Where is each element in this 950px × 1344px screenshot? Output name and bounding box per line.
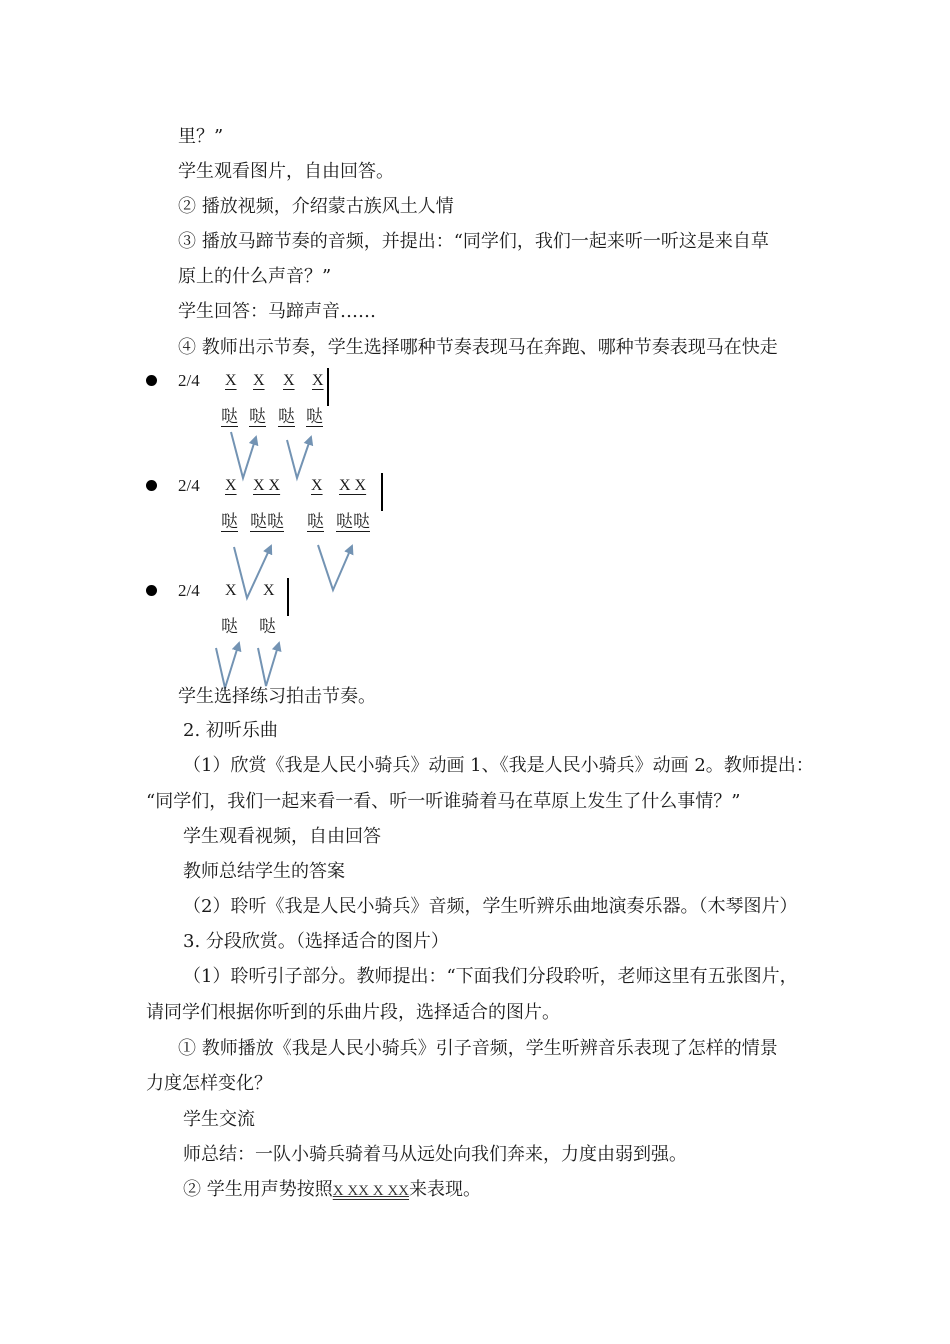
text-line: ① 教师播放《我是人民小骑兵》引子音频，学生听辨音乐表现了怎样的情景: [178, 1038, 778, 1059]
text-line: [183, 1179, 481, 1202]
rhythm-note: X: [225, 477, 237, 494]
section-heading: 3. 分段欣赏。（选择适合的图片）: [183, 931, 449, 952]
text-segment: ② 学生用声势按照: [183, 1179, 333, 1200]
rhythm-note: X: [311, 477, 323, 494]
text-line: 学生回答：马蹄声音……: [178, 301, 376, 322]
arrow-icon: [216, 643, 239, 688]
text-line: 师总结：一队小骑兵骑着马从远处向我们奔来，力度由弱到强。: [183, 1144, 687, 1165]
rhythm-syllable: 哒: [307, 512, 324, 532]
text-line: “同学们，我们一起来看一看、听一听谁骑着马在草原上发生了什么事情？”: [146, 791, 741, 812]
text-line: ④ 教师出示节奏，学生选择哪种节奏表现马在奔跑、哪种节奏表现马在快走: [178, 337, 778, 358]
rhythm-syllable: 哒: [249, 407, 266, 427]
rhythm-syllable: 哒: [221, 512, 238, 532]
text-line: 学生选择练习拍击节奏。: [178, 686, 376, 707]
rhythm-note: X: [263, 582, 275, 599]
rhythm-syllable: 哒: [221, 407, 238, 427]
rhythm-note: X: [253, 372, 265, 389]
rhythm-syllable: 哒: [221, 617, 238, 637]
time-signature: 2/4: [178, 371, 200, 390]
rhythm-note: X X: [253, 477, 281, 494]
text-line: 力度怎样变化？: [146, 1073, 272, 1094]
rhythm-syllable: 哒: [259, 617, 276, 637]
text-line: 请同学们根据你听到的乐曲片段，选择适合的图片。: [146, 1002, 560, 1023]
rhythm-syllable: 哒哒: [336, 512, 370, 532]
text-line: 学生观看视频，自由回答: [183, 826, 381, 847]
text-line: 学生观看图片，自由回答。: [178, 161, 394, 182]
rhythm-note: X: [225, 582, 237, 599]
text-line: （2）聆听《我是人民小骑兵》音频，学生听辨乐曲地演奏乐器。（木琴图片）: [183, 896, 798, 917]
time-signature: 2/4: [178, 581, 200, 600]
rhythm-note: X: [283, 372, 295, 389]
text-line: 里？”: [178, 126, 224, 147]
rhythm-syllable: 哒: [306, 407, 323, 427]
arrow-icon: [258, 643, 279, 686]
rhythm-note: X: [312, 372, 324, 389]
text-line: 学生交流: [183, 1109, 255, 1130]
arrow-icon: [231, 432, 256, 478]
text-line: （1）欣赏《我是人民小骑兵》动画 1、《我是人民小骑兵》动画 2。教师提出：: [183, 755, 814, 776]
rhythm-syllable: 哒哒: [250, 512, 284, 532]
text-line: （1）聆听引子部分。教师提出：“下面我们分段聆听，老师这里有五张图片，: [183, 966, 798, 987]
arrow-icon: [318, 545, 352, 590]
arrow-icon: [287, 437, 311, 478]
arrow-icon: [234, 546, 271, 598]
inline-rhythm: X XX X XX: [332, 1183, 409, 1199]
text-line: ② 播放视频，介绍蒙古族风土人情: [178, 196, 454, 217]
text-line: ③ 播放马蹄节奏的音频，并提出：“同学们，我们一起来听一听这是来自草: [178, 231, 769, 252]
time-signature: 2/4: [178, 476, 200, 495]
text-line: 原上的什么声音？”: [178, 266, 332, 287]
rhythm-note: X X: [339, 477, 367, 494]
rhythm-note: X: [225, 372, 237, 389]
section-heading: 2. 初听乐曲: [183, 720, 278, 741]
rhythm-syllable: 哒: [278, 407, 295, 427]
text-line: 教师总结学生的答案: [183, 861, 345, 882]
text-segment: 来表现。: [408, 1179, 481, 1200]
